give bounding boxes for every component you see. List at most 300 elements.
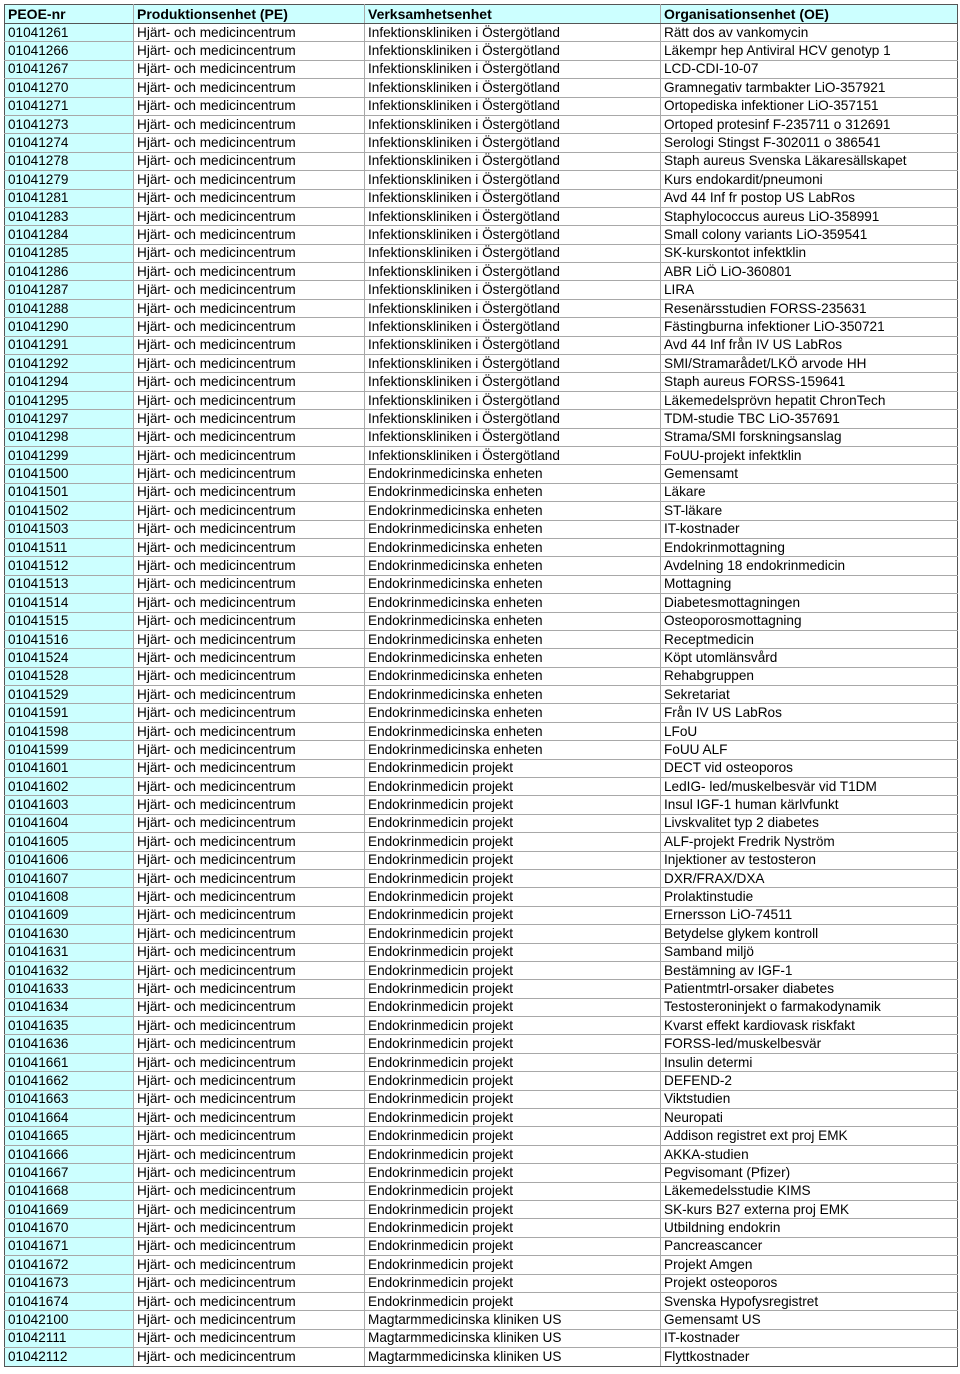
cell-produktionsenhet: Hjärt- och medicincentrum [134,814,365,832]
table-row [5,961,958,979]
cell-produktionsenhet: Hjärt- och medicincentrum [134,538,365,556]
cell-verksamhetsenhet: Infektionskliniken i Östergötland [365,336,661,354]
cell-organisationsenhet: Flyttkostnader [661,1348,958,1366]
cell-verksamhetsenhet: Endokrinmedicinska enheten [365,557,661,575]
cell-produktionsenhet: Hjärt- och medicincentrum [134,373,365,391]
cell-verksamhetsenhet: Endokrinmedicinska enheten [365,594,661,612]
cell-produktionsenhet: Hjärt- och medicincentrum [134,686,365,704]
cell-verksamhetsenhet: Endokrinmedicin projekt [365,1090,661,1108]
cell-peoe-nr: 01041270 [5,79,134,97]
header-produktionsenhet: Produktionsenhet (PE) [134,5,365,24]
table-row [5,888,958,906]
cell-peoe-nr: 01041670 [5,1219,134,1237]
cell-verksamhetsenhet: Endokrinmedicinska enheten [365,686,661,704]
cell-organisationsenhet: DXR/FRAX/DXA [661,869,958,887]
cell-peoe-nr: 01041298 [5,428,134,446]
table-row [5,134,958,152]
cell-verksamhetsenhet: Magtarmmedicinska kliniken US [365,1311,661,1329]
cell-produktionsenhet: Hjärt- och medicincentrum [134,226,365,244]
cell-organisationsenhet: Läkemedelsprövn hepatit ChronTech [661,391,958,409]
table-row [5,483,958,501]
table-row [5,1035,958,1053]
table-row [5,649,958,667]
cell-peoe-nr: 01041267 [5,60,134,78]
cell-organisationsenhet: Neuropati [661,1109,958,1127]
cell-produktionsenhet: Hjärt- och medicincentrum [134,1145,365,1163]
cell-verksamhetsenhet: Endokrinmedicin projekt [365,1017,661,1035]
cell-organisationsenhet: Ernersson LiO-74511 [661,906,958,924]
table-row [5,1072,958,1090]
cell-peoe-nr: 01041511 [5,538,134,556]
cell-organisationsenhet: IT-kostnader [661,520,958,538]
table-row [5,410,958,428]
cell-produktionsenhet: Hjärt- och medicincentrum [134,575,365,593]
table-row [5,318,958,336]
cell-produktionsenhet: Hjärt- och medicincentrum [134,1256,365,1274]
cell-organisationsenhet: Projekt osteoporos [661,1274,958,1292]
cell-organisationsenhet: Bestämning av IGF-1 [661,961,958,979]
cell-produktionsenhet: Hjärt- och medicincentrum [134,391,365,409]
cell-produktionsenhet: Hjärt- och medicincentrum [134,741,365,759]
cell-peoe-nr: 01041604 [5,814,134,832]
table-row [5,538,958,556]
cell-organisationsenhet: SMI/Stramarådet/LKÖ arvode HH [661,355,958,373]
cell-produktionsenhet: Hjärt- och medicincentrum [134,410,365,428]
cell-organisationsenhet: Pegvisomant (Pfizer) [661,1164,958,1182]
cell-peoe-nr: 01041292 [5,355,134,373]
cell-produktionsenhet: Hjärt- och medicincentrum [134,888,365,906]
table-row [5,557,958,575]
cell-peoe-nr: 01041671 [5,1237,134,1255]
cell-produktionsenhet: Hjärt- och medicincentrum [134,428,365,446]
cell-organisationsenhet: AKKA-studien [661,1145,958,1163]
cell-produktionsenhet: Hjärt- och medicincentrum [134,207,365,225]
cell-peoe-nr: 01042112 [5,1348,134,1366]
table-row [5,943,958,961]
table-row [5,1219,958,1237]
cell-produktionsenhet: Hjärt- och medicincentrum [134,152,365,170]
cell-organisationsenhet: Staph aureus Svenska Läkaresällskapet [661,152,958,170]
cell-verksamhetsenhet: Endokrinmedicin projekt [365,1127,661,1145]
table-row [5,741,958,759]
organisation-table [4,4,958,1367]
table-body [5,24,958,1367]
cell-peoe-nr: 01041279 [5,171,134,189]
table-row [5,1237,958,1255]
cell-produktionsenhet: Hjärt- och medicincentrum [134,869,365,887]
cell-produktionsenhet: Hjärt- och medicincentrum [134,943,365,961]
cell-organisationsenhet: FoUU ALF [661,741,958,759]
cell-verksamhetsenhet: Infektionskliniken i Östergötland [365,263,661,281]
cell-produktionsenhet: Hjärt- och medicincentrum [134,263,365,281]
cell-peoe-nr: 01041299 [5,446,134,464]
cell-verksamhetsenhet: Infektionskliniken i Östergötland [365,207,661,225]
cell-peoe-nr: 01041513 [5,575,134,593]
table-row [5,60,958,78]
cell-verksamhetsenhet: Endokrinmedicinska enheten [365,722,661,740]
cell-produktionsenhet: Hjärt- och medicincentrum [134,244,365,262]
cell-peoe-nr: 01041261 [5,24,134,42]
cell-verksamhetsenhet: Infektionskliniken i Östergötland [365,171,661,189]
cell-peoe-nr: 01041666 [5,1145,134,1163]
cell-organisationsenhet: LCD-CDI-10-07 [661,60,958,78]
cell-verksamhetsenhet: Infektionskliniken i Östergötland [365,189,661,207]
table-row [5,667,958,685]
cell-organisationsenhet: Pancreascancer [661,1237,958,1255]
cell-peoe-nr: 01041524 [5,649,134,667]
cell-organisationsenhet: DECT vid osteoporos [661,759,958,777]
table-row [5,1329,958,1347]
cell-produktionsenhet: Hjärt- och medicincentrum [134,649,365,667]
cell-peoe-nr: 01041512 [5,557,134,575]
cell-produktionsenhet: Hjärt- och medicincentrum [134,998,365,1016]
table-row [5,1017,958,1035]
cell-peoe-nr: 01041673 [5,1274,134,1292]
cell-organisationsenhet: Patientmtrl-orsaker diabetes [661,980,958,998]
cell-peoe-nr: 01041295 [5,391,134,409]
cell-verksamhetsenhet: Infektionskliniken i Östergötland [365,244,661,262]
cell-verksamhetsenhet: Infektionskliniken i Östergötland [365,226,661,244]
table-row [5,630,958,648]
cell-verksamhetsenhet: Infektionskliniken i Östergötland [365,355,661,373]
cell-organisationsenhet: Projekt Amgen [661,1256,958,1274]
cell-organisationsenhet: Staphylococcus aureus LiO-358991 [661,207,958,225]
cell-verksamhetsenhet: Endokrinmedicin projekt [365,998,661,1016]
table-row [5,925,958,943]
table-row [5,79,958,97]
cell-peoe-nr: 01041516 [5,630,134,648]
cell-verksamhetsenhet: Infektionskliniken i Östergötland [365,79,661,97]
cell-verksamhetsenhet: Endokrinmedicin projekt [365,1035,661,1053]
cell-organisationsenhet: Avdelning 18 endokrinmedicin [661,557,958,575]
cell-produktionsenhet: Hjärt- och medicincentrum [134,318,365,336]
cell-organisationsenhet: TDM-studie TBC LiO-357691 [661,410,958,428]
table-row [5,1256,958,1274]
cell-produktionsenhet: Hjärt- och medicincentrum [134,60,365,78]
cell-peoe-nr: 01041633 [5,980,134,998]
cell-verksamhetsenhet: Endokrinmedicin projekt [365,1274,661,1292]
cell-peoe-nr: 01041515 [5,612,134,630]
cell-peoe-nr: 01041668 [5,1182,134,1200]
cell-organisationsenhet: ALF-projekt Fredrik Nyström [661,833,958,851]
header-row [5,5,958,24]
table-row [5,1348,958,1366]
table-row [5,980,958,998]
table-row [5,1182,958,1200]
cell-peoe-nr: 01041283 [5,207,134,225]
cell-organisationsenhet: Strama/SMI forskningsanslag [661,428,958,446]
cell-verksamhetsenhet: Endokrinmedicinska enheten [365,520,661,538]
cell-peoe-nr: 01041662 [5,1072,134,1090]
cell-organisationsenhet: Rehabgruppen [661,667,958,685]
cell-peoe-nr: 01041603 [5,796,134,814]
cell-peoe-nr: 01041631 [5,943,134,961]
cell-peoe-nr: 01041635 [5,1017,134,1035]
cell-organisationsenhet: Läkemedelsstudie KIMS [661,1182,958,1200]
cell-verksamhetsenhet: Endokrinmedicinska enheten [365,483,661,501]
cell-organisationsenhet: Ortopediska infektioner LiO-357151 [661,97,958,115]
cell-peoe-nr: 01041606 [5,851,134,869]
cell-produktionsenhet: Hjärt- och medicincentrum [134,1090,365,1108]
cell-produktionsenhet: Hjärt- och medicincentrum [134,134,365,152]
cell-peoe-nr: 01041664 [5,1109,134,1127]
cell-produktionsenhet: Hjärt- och medicincentrum [134,851,365,869]
table-row [5,1127,958,1145]
table-row [5,226,958,244]
cell-produktionsenhet: Hjärt- och medicincentrum [134,42,365,60]
cell-organisationsenhet: Kvarst effekt kardiovask riskfakt [661,1017,958,1035]
table-row [5,778,958,796]
cell-produktionsenhet: Hjärt- och medicincentrum [134,24,365,42]
cell-peoe-nr: 01042100 [5,1311,134,1329]
cell-organisationsenhet: Betydelse glykem kontroll [661,925,958,943]
cell-produktionsenhet: Hjärt- och medicincentrum [134,1053,365,1071]
cell-verksamhetsenhet: Endokrinmedicin projekt [365,778,661,796]
cell-peoe-nr: 01041273 [5,115,134,133]
cell-verksamhetsenhet: Endokrinmedicinska enheten [365,612,661,630]
cell-produktionsenhet: Hjärt- och medicincentrum [134,612,365,630]
cell-produktionsenhet: Hjärt- och medicincentrum [134,281,365,299]
cell-organisationsenhet: Receptmedicin [661,630,958,648]
table-row [5,281,958,299]
cell-peoe-nr: 01041288 [5,299,134,317]
cell-verksamhetsenhet: Endokrinmedicinska enheten [365,538,661,556]
cell-verksamhetsenhet: Endokrinmedicin projekt [365,1072,661,1090]
cell-produktionsenhet: Hjärt- och medicincentrum [134,594,365,612]
cell-produktionsenhet: Hjärt- och medicincentrum [134,557,365,575]
cell-produktionsenhet: Hjärt- och medicincentrum [134,759,365,777]
cell-peoe-nr: 01041278 [5,152,134,170]
table-row [5,851,958,869]
cell-organisationsenhet: Viktstudien [661,1090,958,1108]
cell-produktionsenhet: Hjärt- och medicincentrum [134,446,365,464]
cell-organisationsenhet: Läkare [661,483,958,501]
table-row [5,391,958,409]
cell-produktionsenhet: Hjärt- och medicincentrum [134,796,365,814]
cell-verksamhetsenhet: Endokrinmedicinska enheten [365,667,661,685]
cell-organisationsenhet: Gramnegativ tarmbakter LiO-357921 [661,79,958,97]
cell-verksamhetsenhet: Endokrinmedicin projekt [365,1256,661,1274]
cell-verksamhetsenhet: Endokrinmedicin projekt [365,1145,661,1163]
table-row [5,759,958,777]
table-row [5,1145,958,1163]
cell-peoe-nr: 01041290 [5,318,134,336]
cell-produktionsenhet: Hjärt- och medicincentrum [134,115,365,133]
cell-peoe-nr: 01041503 [5,520,134,538]
cell-peoe-nr: 01041294 [5,373,134,391]
cell-peoe-nr: 01041608 [5,888,134,906]
cell-verksamhetsenhet: Endokrinmedicin projekt [365,1164,661,1182]
cell-verksamhetsenhet: Endokrinmedicin projekt [365,1292,661,1310]
table-row [5,97,958,115]
cell-produktionsenhet: Hjärt- och medicincentrum [134,925,365,943]
table-row [5,299,958,317]
cell-verksamhetsenhet: Infektionskliniken i Östergötland [365,446,661,464]
header-verksamhetsenhet: Verksamhetsenhet [365,5,661,24]
cell-verksamhetsenhet: Endokrinmedicinska enheten [365,575,661,593]
table-row [5,115,958,133]
cell-verksamhetsenhet: Infektionskliniken i Östergötland [365,24,661,42]
cell-produktionsenhet: Hjärt- och medicincentrum [134,1348,365,1366]
cell-verksamhetsenhet: Endokrinmedicinska enheten [365,630,661,648]
cell-produktionsenhet: Hjärt- och medicincentrum [134,520,365,538]
table-header [5,5,958,24]
cell-organisationsenhet: Osteoporosmottagning [661,612,958,630]
cell-produktionsenhet: Hjärt- och medicincentrum [134,906,365,924]
cell-verksamhetsenhet: Infektionskliniken i Östergötland [365,391,661,409]
cell-verksamhetsenhet: Infektionskliniken i Östergötland [365,410,661,428]
cell-peoe-nr: 01041672 [5,1256,134,1274]
cell-organisationsenhet: Avd 44 Inf fr postop US LabRos [661,189,958,207]
cell-produktionsenhet: Hjärt- och medicincentrum [134,1127,365,1145]
table-row [5,263,958,281]
cell-peoe-nr: 01041500 [5,465,134,483]
cell-produktionsenhet: Hjärt- och medicincentrum [134,1072,365,1090]
cell-peoe-nr: 01041274 [5,134,134,152]
cell-produktionsenhet: Hjärt- och medicincentrum [134,833,365,851]
cell-organisationsenhet: Utbildning endokrin [661,1219,958,1237]
table-row [5,1053,958,1071]
cell-peoe-nr: 01041634 [5,998,134,1016]
cell-verksamhetsenhet: Endokrinmedicin projekt [365,1109,661,1127]
cell-verksamhetsenhet: Magtarmmedicinska kliniken US [365,1329,661,1347]
table-row [5,244,958,262]
cell-verksamhetsenhet: Endokrinmedicin projekt [365,796,661,814]
cell-peoe-nr: 01041661 [5,1053,134,1071]
cell-peoe-nr: 01041287 [5,281,134,299]
table-row [5,42,958,60]
cell-verksamhetsenhet: Endokrinmedicin projekt [365,943,661,961]
cell-verksamhetsenhet: Endokrinmedicinska enheten [365,741,661,759]
cell-organisationsenhet: Addison registret ext proj EMK [661,1127,958,1145]
cell-peoe-nr: 01041674 [5,1292,134,1310]
cell-organisationsenhet: Kurs endokardit/pneumoni [661,171,958,189]
cell-organisationsenhet: ST-läkare [661,502,958,520]
cell-produktionsenhet: Hjärt- och medicincentrum [134,336,365,354]
cell-organisationsenhet: Fästingburna infektioner LiO-350721 [661,318,958,336]
cell-produktionsenhet: Hjärt- och medicincentrum [134,502,365,520]
cell-peoe-nr: 01041636 [5,1035,134,1053]
cell-verksamhetsenhet: Endokrinmedicin projekt [365,906,661,924]
cell-verksamhetsenhet: Endokrinmedicinska enheten [365,704,661,722]
cell-produktionsenhet: Hjärt- och medicincentrum [134,355,365,373]
table-row [5,1311,958,1329]
cell-peoe-nr: 01041665 [5,1127,134,1145]
cell-peoe-nr: 01041529 [5,686,134,704]
cell-produktionsenhet: Hjärt- och medicincentrum [134,1311,365,1329]
table-row [5,998,958,1016]
cell-verksamhetsenhet: Endokrinmedicin projekt [365,980,661,998]
cell-verksamhetsenhet: Endokrinmedicin projekt [365,869,661,887]
table-row [5,207,958,225]
cell-peoe-nr: 01041605 [5,833,134,851]
table-row [5,520,958,538]
cell-verksamhetsenhet: Endokrinmedicin projekt [365,961,661,979]
table-row [5,465,958,483]
cell-produktionsenhet: Hjärt- och medicincentrum [134,171,365,189]
cell-produktionsenhet: Hjärt- och medicincentrum [134,961,365,979]
table-row [5,686,958,704]
cell-verksamhetsenhet: Infektionskliniken i Östergötland [365,115,661,133]
cell-verksamhetsenhet: Infektionskliniken i Östergötland [365,97,661,115]
cell-produktionsenhet: Hjärt- och medicincentrum [134,1219,365,1237]
cell-organisationsenhet: Sekretariat [661,686,958,704]
cell-peoe-nr: 01041667 [5,1164,134,1182]
cell-organisationsenhet: Small colony variants LiO-359541 [661,226,958,244]
table-row [5,575,958,593]
cell-produktionsenhet: Hjärt- och medicincentrum [134,980,365,998]
cell-organisationsenhet: Serologi Stingst F-302011 o 386541 [661,134,958,152]
cell-verksamhetsenhet: Infektionskliniken i Östergötland [365,152,661,170]
cell-peoe-nr: 01041663 [5,1090,134,1108]
cell-organisationsenhet: Läkempr hep Antiviral HCV genotyp 1 [661,42,958,60]
table-row [5,704,958,722]
cell-verksamhetsenhet: Endokrinmedicin projekt [365,833,661,851]
cell-peoe-nr: 01042111 [5,1329,134,1347]
cell-verksamhetsenhet: Infektionskliniken i Östergötland [365,428,661,446]
cell-produktionsenhet: Hjärt- och medicincentrum [134,189,365,207]
cell-organisationsenhet: Avd 44 Inf från IV US LabRos [661,336,958,354]
cell-produktionsenhet: Hjärt- och medicincentrum [134,483,365,501]
cell-produktionsenhet: Hjärt- och medicincentrum [134,630,365,648]
cell-organisationsenhet: Insul IGF-1 human kärlvfunkt [661,796,958,814]
cell-peoe-nr: 01041297 [5,410,134,428]
cell-verksamhetsenhet: Endokrinmedicin projekt [365,1053,661,1071]
cell-produktionsenhet: Hjärt- och medicincentrum [134,1274,365,1292]
cell-peoe-nr: 01041286 [5,263,134,281]
table-row [5,612,958,630]
cell-organisationsenhet: Ortoped protesinf F-235711 o 312691 [661,115,958,133]
table-row [5,594,958,612]
cell-peoe-nr: 01041599 [5,741,134,759]
cell-peoe-nr: 01041502 [5,502,134,520]
cell-organisationsenhet: Staph aureus FORSS-159641 [661,373,958,391]
table-row [5,336,958,354]
cell-organisationsenhet: DEFEND-2 [661,1072,958,1090]
cell-organisationsenhet: SK-kurs B27 externa proj EMK [661,1201,958,1219]
table-row [5,814,958,832]
cell-produktionsenhet: Hjärt- och medicincentrum [134,1109,365,1127]
cell-organisationsenhet: Från IV US LabRos [661,704,958,722]
table-row [5,869,958,887]
table-row [5,1274,958,1292]
cell-peoe-nr: 01041284 [5,226,134,244]
cell-organisationsenhet: Insulin determi [661,1053,958,1071]
table-row [5,833,958,851]
cell-peoe-nr: 01041632 [5,961,134,979]
cell-organisationsenhet: Mottagning [661,575,958,593]
cell-peoe-nr: 01041598 [5,722,134,740]
cell-verksamhetsenhet: Endokrinmedicin projekt [365,814,661,832]
cell-verksamhetsenhet: Endokrinmedicin projekt [365,851,661,869]
table-row [5,1292,958,1310]
table-row [5,355,958,373]
cell-organisationsenhet: SK-kurskontot infektklin [661,244,958,262]
cell-verksamhetsenhet: Endokrinmedicin projekt [365,1201,661,1219]
cell-produktionsenhet: Hjärt- och medicincentrum [134,1182,365,1200]
table-row [5,1090,958,1108]
cell-verksamhetsenhet: Infektionskliniken i Östergötland [365,318,661,336]
cell-verksamhetsenhet: Endokrinmedicinska enheten [365,465,661,483]
cell-organisationsenhet: Injektioner av testosteron [661,851,958,869]
cell-organisationsenhet: Samband miljö [661,943,958,961]
cell-verksamhetsenhet: Infektionskliniken i Östergötland [365,281,661,299]
cell-produktionsenhet: Hjärt- och medicincentrum [134,1292,365,1310]
cell-produktionsenhet: Hjärt- och medicincentrum [134,667,365,685]
table-row [5,171,958,189]
cell-peoe-nr: 01041501 [5,483,134,501]
cell-organisationsenhet: Livskvalitet typ 2 diabetes [661,814,958,832]
